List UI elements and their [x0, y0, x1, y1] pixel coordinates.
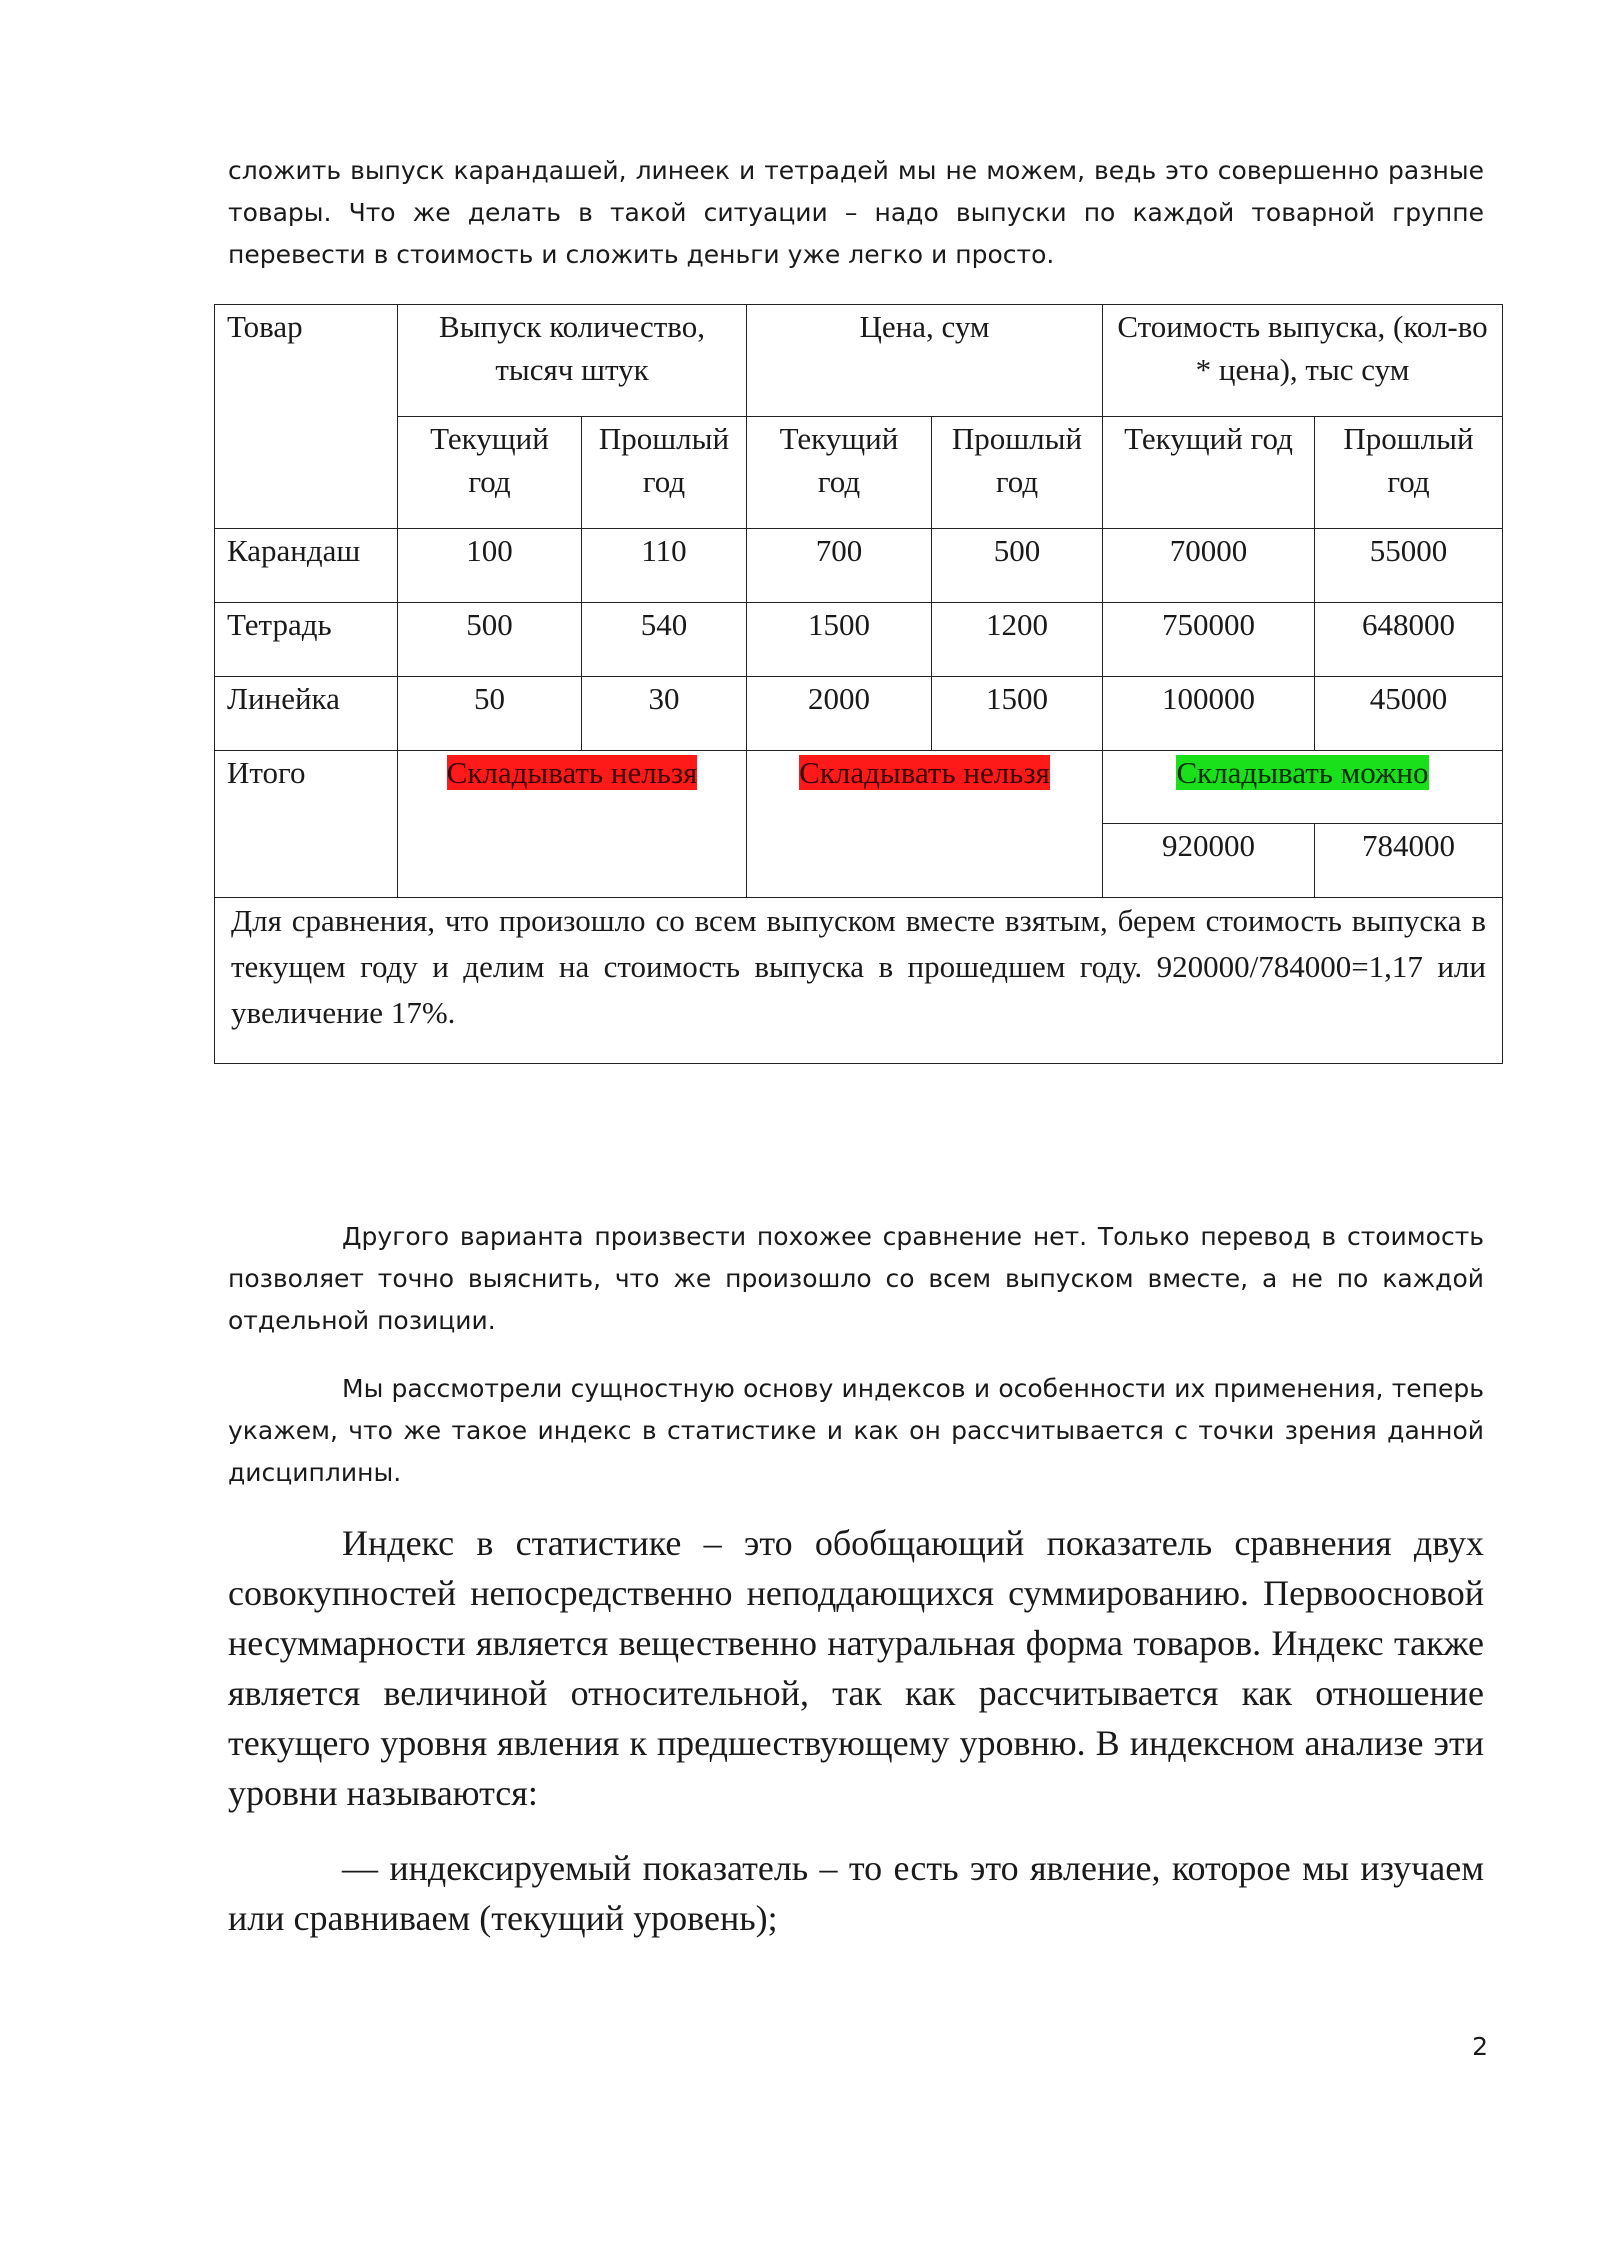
cost-prev-cell: 648000 — [1315, 603, 1503, 677]
subheader-qty-prev: Прошлый год — [582, 417, 747, 529]
cost-total-note-cell — [1103, 751, 1503, 824]
total-label: Итого — [215, 751, 398, 898]
paragraph-other-option: Другого варианта произвести похожее сравнение нет. Только перевод в стоимость позволяет точно выяснить, что же произошло со всем выпуском вместе, а не по каждой отдельной позиции. — [228, 1222, 1484, 1335]
subheader-price-current: Текущий год — [747, 417, 932, 529]
total-row — [215, 751, 1503, 824]
table-row — [215, 529, 1503, 603]
page-number: 2 — [1472, 2032, 1488, 2061]
paragraph-index-definition: Индекс в статистике – это обобщающий показатель сравнения двух совокупностей непосредственно неподдающихся суммированию. Первоосновой несуммарности является вещественно натуральная форма товаров. Индекс также является величиной относительной, так как рассчитывается как отношение текущего уровня явления к предшествующему уровню. В индексном анализе эти уровни называются: — [228, 1523, 1484, 1813]
header-cost: Стоимость выпуска, (кол-во * цена), тыс сум — [1103, 305, 1503, 417]
qty-prev-cell: 110 — [582, 529, 747, 603]
price-prev-cell: 1500 — [932, 677, 1103, 751]
intro-paragraph: сложить выпуск карандашей, линеек и тетрадей мы не можем, ведь это совершенно разные товары. Что же делать в такой ситуации – надо выпуски по каждой товарной группе перевести в стоимость и сложить деньги уже легко и просто. — [228, 156, 1484, 269]
comparison-comment: Для сравнения, что произошло со всем выпуском вместе взятым, берем стоимость выпуска в текущем году и делим на стоимость выпуска в прошедшем году. 920000/784000=1,17 или увеличение 17%. — [215, 898, 1503, 1064]
header-product: Товар — [215, 305, 398, 529]
qty-current-cell: 100 — [398, 529, 582, 603]
subheader-price-prev: Прошлый год — [932, 417, 1103, 529]
paragraph-indexed-indicator: — индексируемый показатель – то есть это явление, которое мы изучаем или сравниваем (текущий уровень); — [228, 1848, 1484, 1938]
output-cost-table — [214, 304, 1503, 1064]
table-row — [215, 677, 1503, 751]
qty-current-cell: 50 — [398, 677, 582, 751]
subheader-cost-prev: Прошлый год — [1315, 417, 1503, 529]
price-prev-cell: 500 — [932, 529, 1103, 603]
paragraph-index-essence: Мы рассмотрели сущностную основу индексов и особенности их применения, теперь укажем, что же такое индекс в статистике и как он рассчитывается с точки зрения данной дисциплины. — [228, 1374, 1484, 1487]
subheader-qty-current: Текущий год — [398, 417, 582, 529]
qty-total-cell — [398, 751, 747, 898]
total-current-cell: 920000 — [1103, 824, 1315, 898]
row-name: Тетрадь — [215, 603, 398, 677]
qty-current-cell: 500 — [398, 603, 582, 677]
cost-current-cell: 70000 — [1103, 529, 1315, 603]
total-prev-cell: 784000 — [1315, 824, 1503, 898]
price-current-cell: 700 — [747, 529, 932, 603]
price-total-cell — [747, 751, 1103, 898]
header-price: Цена, сум — [747, 305, 1103, 417]
row-name: Линейка — [215, 677, 398, 751]
qty-prev-cell: 540 — [582, 603, 747, 677]
subheader-cost-current: Текущий год — [1103, 417, 1315, 529]
price-prev-cell: 1200 — [932, 603, 1103, 677]
header-row — [215, 305, 1503, 417]
cannot-sum-highlight: Складывать нельзя — [799, 755, 1050, 790]
header-quantity: Выпуск количество, тысяч штук — [398, 305, 747, 417]
cannot-sum-highlight: Складывать нельзя — [446, 755, 698, 790]
cost-prev-cell: 45000 — [1315, 677, 1503, 751]
cost-current-cell: 100000 — [1103, 677, 1315, 751]
table-row — [215, 603, 1503, 677]
row-name: Карандаш — [215, 529, 398, 603]
price-current-cell: 1500 — [747, 603, 932, 677]
price-current-cell: 2000 — [747, 677, 932, 751]
qty-prev-cell: 30 — [582, 677, 747, 751]
cost-current-cell: 750000 — [1103, 603, 1315, 677]
cost-prev-cell: 55000 — [1315, 529, 1503, 603]
subheader-row — [215, 417, 1503, 529]
comment-row — [215, 898, 1503, 1064]
can-sum-highlight: Складывать можно — [1176, 755, 1429, 790]
